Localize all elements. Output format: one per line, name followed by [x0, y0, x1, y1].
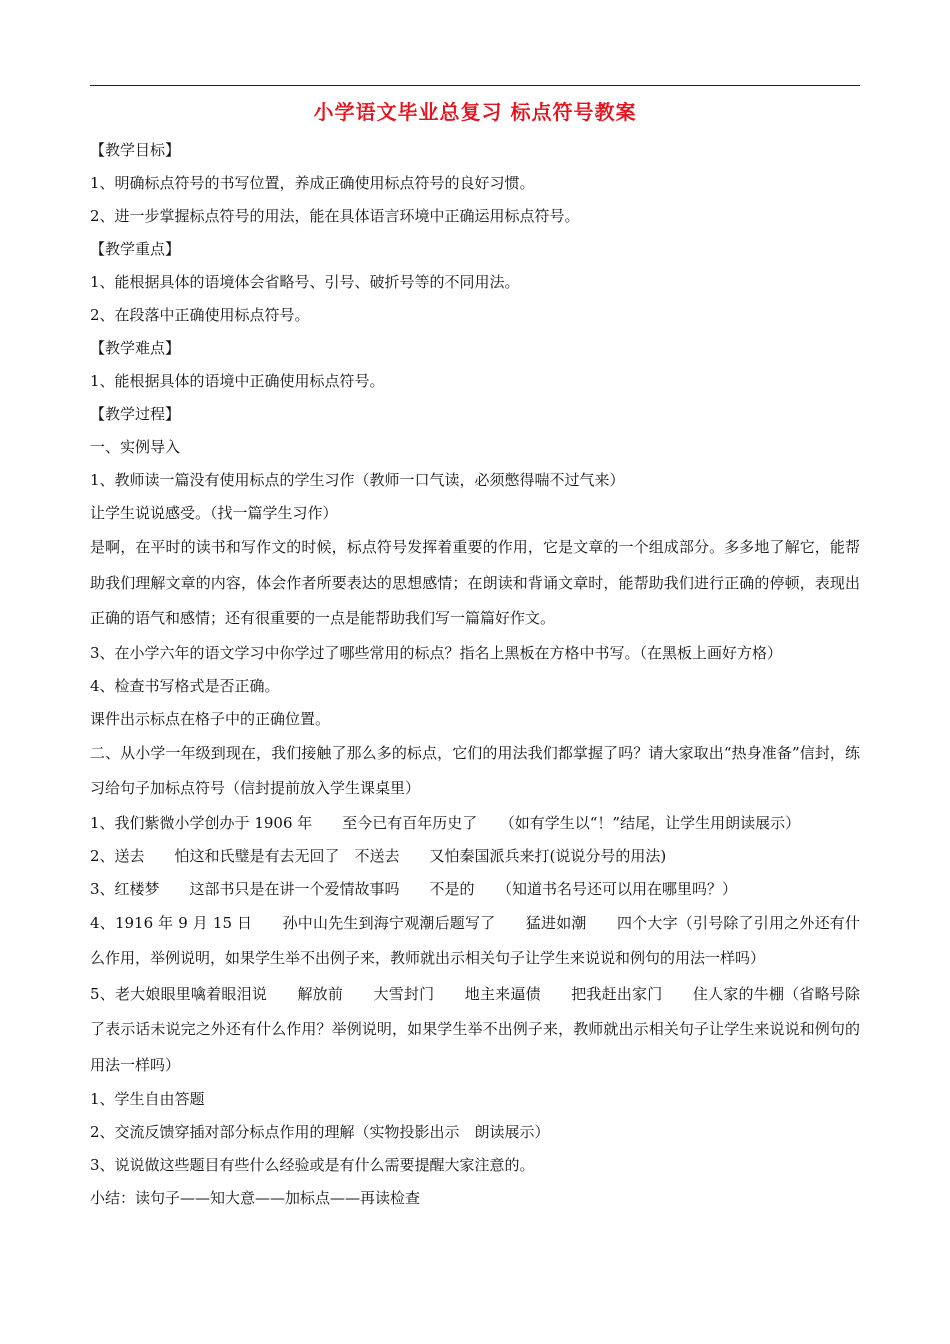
paragraph: 2、交流反馈穿插对部分标点作用的理解（实物投影出示 朗读展示）	[90, 1123, 550, 1141]
document-body	[90, 134, 860, 1215]
paragraph: 3、红楼梦 这部书只是在讲一个爱情故事吗 不是的 （知道书名号还可以用在哪里吗？）	[90, 879, 738, 898]
paragraph: 1、明确标点符号的书写位置，养成正确使用标点符号的良好习惯。	[90, 174, 535, 192]
section-heading: 【教学难点】	[90, 339, 181, 357]
paragraph: 1、学生自由答题	[90, 1090, 205, 1108]
paragraph: 1、能根据具体的语境体会省略号、引号、破折号等的不同用法。	[90, 273, 520, 291]
paragraph: 是啊，在平时的读书和写作文的时候，标点符号发挥着重要的作用，它是文章的一个组成部分。多多地了解它，能帮助我们理解文章的内容，体会作者所要表达的思想感情；在朗读和背诵文章时，能帮助我们进行正确的停顿，表现出正确的语气和感情；还有很重要的一点是能帮助我们写一篇篇好作文。	[90, 538, 860, 627]
paragraph: 1、能根据具体的语境中正确使用标点符号。	[90, 372, 385, 390]
section-heading: 【教学过程】	[90, 405, 181, 423]
paragraph: 课件出示标点在格子中的正确位置。	[90, 709, 331, 728]
paragraph: 4、1916 年 9 月 15 日 孙中山先生到海宁观潮后题写了 猛进如潮 四个大字（引号除了引用之外还有什么作用，举例说明，如果学生举不出例子来，教师就出示相关句子让学生来说说和例句的用法一样吗）	[90, 913, 860, 967]
paragraph: 2、在段落中正确使用标点符号。	[90, 306, 310, 324]
paragraph: 一、实例导入	[90, 438, 181, 456]
paragraph: 1、教师读一篇没有使用标点的学生习作（教师一口气读，必须憋得喘不过气来）	[90, 471, 625, 489]
paragraph: 3、说说做这些题目有些什么经验或是有什么需要提醒大家注意的。	[90, 1156, 535, 1174]
paragraph: 1、我们紫微小学创办于 1906 年 至今已有百年历史了 （如有学生以“！”结尾，让学生用朗读展示）	[90, 813, 801, 832]
paragraph: 2、送去 怕这和氏璧是有去无回了 不送去 又怕秦国派兵来打(说说分号的用法)	[90, 846, 667, 865]
paragraph: 4、检查书写格式是否正确。	[90, 676, 280, 695]
paragraph: 二、从小学一年级到现在，我们接触了那么多的标点，它们的用法我们都掌握了吗？请大家取出“热身准备”信封，练习给句子加标点符号（信封提前放入学生课桌里）	[90, 743, 860, 797]
paragraph: 让学生说说感受。（找一篇学生习作）	[90, 504, 338, 522]
section-heading: 【教学重点】	[90, 240, 181, 258]
paragraph: 5、老大娘眼里噙着眼泪说 解放前 大雪封门 地主来逼债 把我赶出家门 住人家的牛棚（省略号除了表示话未说完之外还有什么作用？举例说明，如果学生举不出例子来，教师就出示相关句子让学生来说说和例句的用法一样吗）	[90, 984, 860, 1074]
paragraph: 3、在小学六年的语文学习中你学过了哪些常用的标点？指名上黑板在方格中书写。（在黑板上画好方格）	[90, 643, 783, 662]
section-heading: 【教学目标】	[90, 141, 181, 159]
paragraph: 小结：读句子——知大意——加标点——再读检查	[90, 1189, 421, 1207]
paragraph: 2、进一步掌握标点符号的用法，能在具体语言环境中正确运用标点符号。	[90, 207, 580, 225]
header-rule	[90, 85, 860, 86]
document-title: 小学语文毕业总复习 标点符号教案	[313, 100, 637, 124]
